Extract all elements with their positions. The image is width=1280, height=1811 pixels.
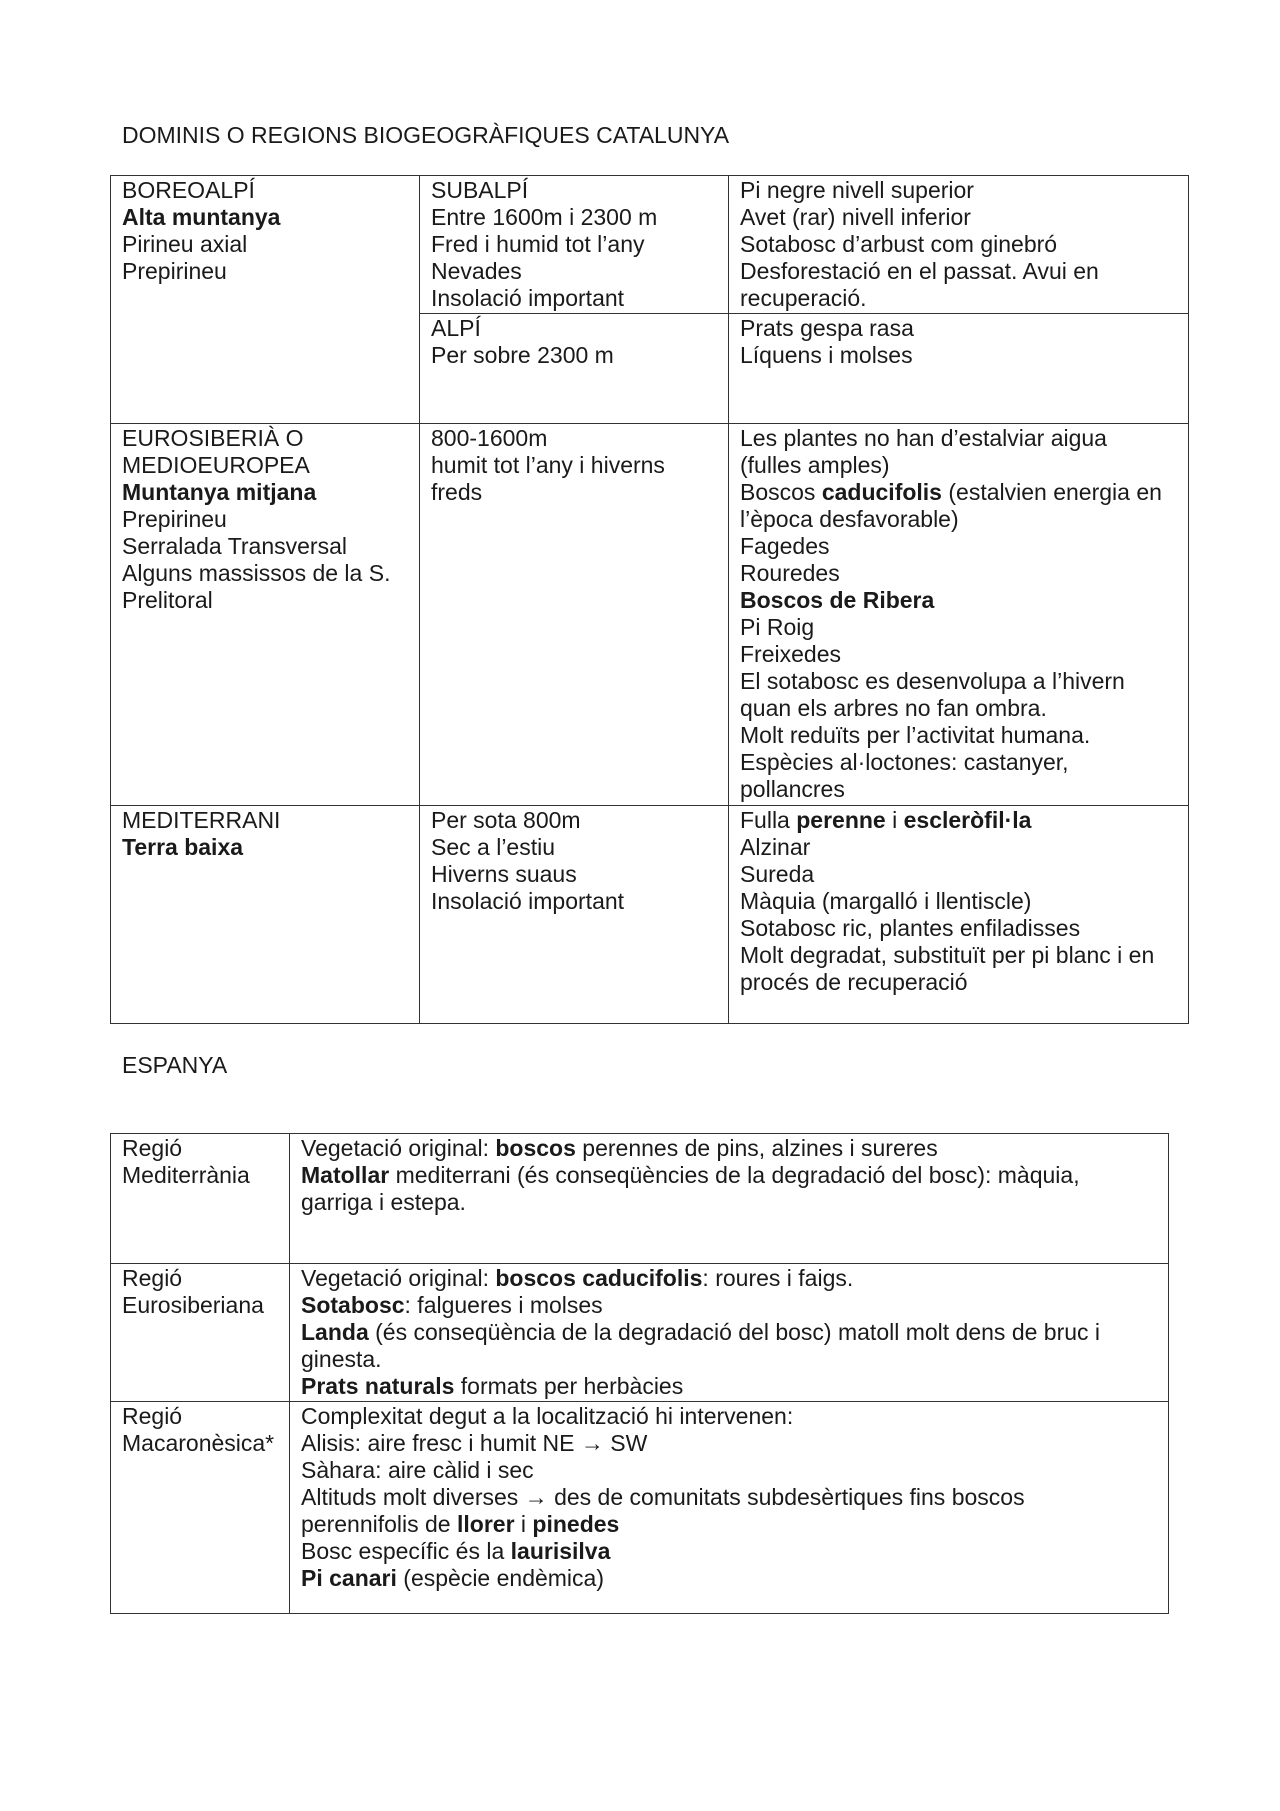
bold-text: Sotabosc (301, 1292, 405, 1318)
text-run: Regió (122, 1135, 183, 1161)
text-run: (fulles amples) (740, 452, 890, 478)
text-run: Fagedes (740, 533, 830, 559)
cell-line (431, 807, 718, 834)
text-run: recuperació. (740, 285, 867, 311)
text-run: : falgueres i molses (404, 1292, 603, 1318)
vegetation-cell-alpi (729, 314, 1189, 424)
cell-line (122, 258, 409, 285)
cell-line (122, 231, 409, 258)
cell-line (301, 1511, 1158, 1538)
text-run: i (885, 807, 904, 833)
text-run: Fred i humid tot l’any (431, 231, 645, 257)
bold-text: perenne (796, 807, 886, 833)
domain-cell-eurosiberia (111, 424, 420, 806)
conditions-cell-alpi (420, 314, 729, 424)
text-run: Bosc específic és la (301, 1538, 511, 1564)
cell-line (431, 479, 718, 506)
text-run: Mediterrània (122, 1162, 250, 1188)
text-run: garriga i estepa. (301, 1189, 466, 1215)
table-row-mediterrani (111, 806, 1189, 1024)
cell-line (122, 204, 409, 231)
cell-line (740, 969, 1178, 996)
domain-cell-mediterrani (111, 806, 420, 1024)
espanya-regions-table (110, 1133, 1169, 1614)
text-run: Insolació important (431, 888, 625, 914)
text-run: Pi Roig (740, 614, 815, 640)
cell-line (122, 506, 409, 533)
region-cell-eurosiberiana (111, 1264, 290, 1402)
text-run: Regió (122, 1265, 183, 1291)
text-run: Sureda (740, 861, 815, 887)
cell-line (740, 888, 1178, 915)
text-run: El sotabosc es desenvolupa a l’hivern (740, 668, 1125, 694)
cell-line (301, 1565, 1158, 1592)
cell-line (740, 315, 1178, 342)
text-run: procés de recuperació (740, 969, 968, 995)
text-run: Nevades (431, 258, 522, 284)
bold-text: Prats naturals (301, 1373, 455, 1399)
cell-line (740, 749, 1178, 776)
cell-line (740, 342, 1178, 369)
cell-line (301, 1189, 1158, 1216)
cell-line (740, 231, 1178, 258)
text-run: Alzinar (740, 834, 811, 860)
cell-line (740, 425, 1178, 452)
cell-line (740, 834, 1178, 861)
cell-line (301, 1319, 1158, 1346)
text-run: Líquens i molses (740, 342, 913, 368)
description-cell-macaronesica (290, 1402, 1169, 1614)
cell-line (122, 834, 409, 861)
text-run: SUBALPÍ (431, 177, 529, 203)
text-run: humit tot l’any i hiverns (431, 452, 665, 478)
text-run: Rouredes (740, 560, 840, 586)
text-run: Freixedes (740, 641, 841, 667)
description-cell-eurosiberiana (290, 1264, 1169, 1402)
conditions-cell-eurosiberia (420, 424, 729, 806)
vegetation-cell-eurosiberia (729, 424, 1189, 806)
text-run: formats per herbàcies (454, 1373, 684, 1399)
text-run: Boscos (740, 479, 822, 505)
page-title: DOMINIS O REGIONS BIOGEOGRÀFIQUES CATALUNYA (122, 122, 730, 148)
text-run: BOREOALPÍ (122, 177, 255, 203)
text-run: Alguns massissos de la S. (122, 560, 391, 586)
cell-line (740, 177, 1178, 204)
text-run: pollancres (740, 776, 845, 802)
text-run: Alisis: aire fresc i humit NE → SW (301, 1430, 648, 1456)
text-run: EUROSIBERIÀ O (122, 425, 304, 451)
cell-line (431, 258, 718, 285)
bold-text: Alta muntanya (122, 204, 281, 230)
cell-line (301, 1265, 1158, 1292)
cell-line (740, 479, 1178, 506)
text-run: Macaronèsica* (122, 1430, 275, 1456)
text-run: Les plantes no han d’estalviar aigua (740, 425, 1107, 451)
text-run: Hiverns suaus (431, 861, 577, 887)
text-run: Altituds molt diverses → des de comunitats subdesèrtiques fins boscos (301, 1484, 1025, 1510)
text-run: l’època desfavorable) (740, 506, 959, 532)
text-run: perennifolis de (301, 1511, 457, 1537)
cell-line (740, 668, 1178, 695)
cell-line (740, 861, 1178, 888)
cell-line (301, 1373, 1158, 1400)
cell-line (301, 1135, 1158, 1162)
cell-line (301, 1484, 1158, 1511)
cell-line (431, 452, 718, 479)
cell-line (122, 452, 409, 479)
bold-text: Terra baixa (122, 834, 244, 860)
cell-line (740, 807, 1178, 834)
cell-line (301, 1346, 1158, 1373)
cell-line (740, 452, 1178, 479)
cell-line (431, 861, 718, 888)
cell-line (301, 1292, 1158, 1319)
cell-line (431, 285, 718, 312)
region-cell-macaronesica (111, 1402, 290, 1614)
cell-line (301, 1403, 1158, 1430)
text-run: Vegetació original: (301, 1265, 496, 1291)
text-run: Sec a l’estiu (431, 834, 556, 860)
table-row-eurosiberiana (111, 1264, 1169, 1402)
text-run: Màquia (margalló i llentiscle) (740, 888, 1032, 914)
text-run: Per sobre 2300 m (431, 342, 614, 368)
text-run: ALPÍ (431, 315, 481, 341)
cell-line (301, 1457, 1158, 1484)
text-run: Vegetació original: (301, 1135, 496, 1161)
cell-line (122, 425, 409, 452)
cell-line (740, 258, 1178, 285)
text-run: freds (431, 479, 483, 505)
text-run: i (514, 1511, 533, 1537)
description-cell-mediterrania (290, 1134, 1169, 1264)
bold-text: Pi canari (301, 1565, 397, 1591)
cell-line (740, 915, 1178, 942)
cell-line (740, 614, 1178, 641)
bold-text: Boscos de Ribera (740, 587, 935, 613)
cell-line (431, 888, 718, 915)
bold-text: Muntanya mitjana (122, 479, 317, 505)
bold-text: Landa (301, 1319, 369, 1345)
text-run: Prepirineu (122, 258, 227, 284)
cell-line (122, 1265, 279, 1292)
cell-line (740, 285, 1178, 312)
cell-line (431, 425, 718, 452)
text-run: Sàhara: aire càlid i sec (301, 1457, 534, 1483)
cell-line (301, 1538, 1158, 1565)
cell-line (431, 231, 718, 258)
cell-line (740, 533, 1178, 560)
conditions-cell-subalpi (420, 176, 729, 314)
cell-line (740, 587, 1178, 614)
text-run: Fulla (740, 807, 797, 833)
text-run: Sotabosc d’arbust com ginebró (740, 231, 1058, 257)
bold-text: pinedes (532, 1511, 620, 1537)
text-run: 800-1600m (431, 425, 548, 451)
cell-line (431, 342, 718, 369)
text-run: Desforestació en el passat. Avui en (740, 258, 1099, 284)
text-run: Entre 1600m i 2300 m (431, 204, 658, 230)
cell-line (122, 560, 409, 587)
text-run: MEDIOEUROPEA (122, 452, 310, 478)
cell-line (431, 204, 718, 231)
text-run: (és conseqüència de la degradació del bosc) matoll molt dens de bruc i (368, 1319, 1101, 1345)
cell-line (740, 506, 1178, 533)
text-run: Prelitoral (122, 587, 213, 613)
text-run: Molt reduïts per l’activitat humana. (740, 722, 1091, 748)
text-run: Prepirineu (122, 506, 227, 532)
table-row-boreoalpi (111, 176, 1189, 314)
bold-text: boscos caducifolis (495, 1265, 703, 1291)
text-run: mediterrani (és conseqüències de la degradació del bosc): màquia, (389, 1162, 1080, 1188)
cell-line (740, 695, 1178, 722)
bold-text: escleròfil·la (903, 807, 1032, 833)
text-run: Pirineu axial (122, 231, 248, 257)
cell-line (122, 587, 409, 614)
text-run: quan els arbres no fan ombra. (740, 695, 1047, 721)
text-run: Sotabosc ric, plantes enfiladisses (740, 915, 1081, 941)
bold-text: boscos (495, 1135, 576, 1161)
cell-line (740, 641, 1178, 668)
section-heading-espanya: ESPANYA (122, 1052, 228, 1078)
cell-line (431, 834, 718, 861)
table-row-eurosiberia (111, 424, 1189, 806)
text-run: Insolació important (431, 285, 625, 311)
text-run: Complexitat degut a la localització hi intervenen: (301, 1403, 794, 1429)
cell-line (431, 177, 718, 204)
cell-line (301, 1162, 1158, 1189)
text-run: : roures i faigs. (702, 1265, 854, 1291)
text-run: (espècie endèmica) (396, 1565, 604, 1591)
text-run: Espècies al·loctones: castanyer, (740, 749, 1069, 775)
text-run: perennes de pins, alzines i sureres (575, 1135, 938, 1161)
text-run: Prats gespa rasa (740, 315, 914, 341)
cell-line (122, 1292, 279, 1319)
conditions-cell-mediterrani (420, 806, 729, 1024)
cell-line (740, 560, 1178, 587)
cell-line (740, 722, 1178, 749)
cell-line (431, 315, 718, 342)
table-row-macaronesica (111, 1402, 1169, 1614)
bold-text: llorer (457, 1511, 515, 1537)
text-run: Per sota 800m (431, 807, 581, 833)
vegetation-cell-mediterrani (729, 806, 1189, 1024)
cell-line (122, 177, 409, 204)
domain-cell-boreoalpi (111, 176, 420, 424)
bold-text: Matollar (301, 1162, 390, 1188)
cell-line (122, 807, 409, 834)
catalunya-regions-table (110, 175, 1189, 1024)
text-run: Avet (rar) nivell inferior (740, 204, 971, 230)
cell-line (122, 1162, 279, 1189)
cell-line (740, 776, 1178, 803)
region-cell-mediterrania (111, 1134, 290, 1264)
bold-text: caducifolis (821, 479, 942, 505)
cell-line (122, 479, 409, 506)
text-run: ginesta. (301, 1346, 382, 1372)
cell-line (122, 1135, 279, 1162)
cell-line (122, 1403, 279, 1430)
text-run: Pi negre nivell superior (740, 177, 974, 203)
cell-line (122, 1430, 279, 1457)
text-run: Molt degradat, substituït per pi blanc i en (740, 942, 1155, 968)
text-run: MEDITERRANI (122, 807, 281, 833)
text-run: Eurosiberiana (122, 1292, 264, 1318)
cell-line (740, 204, 1178, 231)
cell-line (122, 533, 409, 560)
vegetation-cell-subalpi (729, 176, 1189, 314)
bold-text: laurisilva (510, 1538, 611, 1564)
table-row-mediterrania (111, 1134, 1169, 1264)
text-run: (estalvien energia en (941, 479, 1162, 505)
cell-line (301, 1430, 1158, 1457)
cell-line (740, 942, 1178, 969)
text-run: Serralada Transversal (122, 533, 347, 559)
text-run: Regió (122, 1403, 183, 1429)
